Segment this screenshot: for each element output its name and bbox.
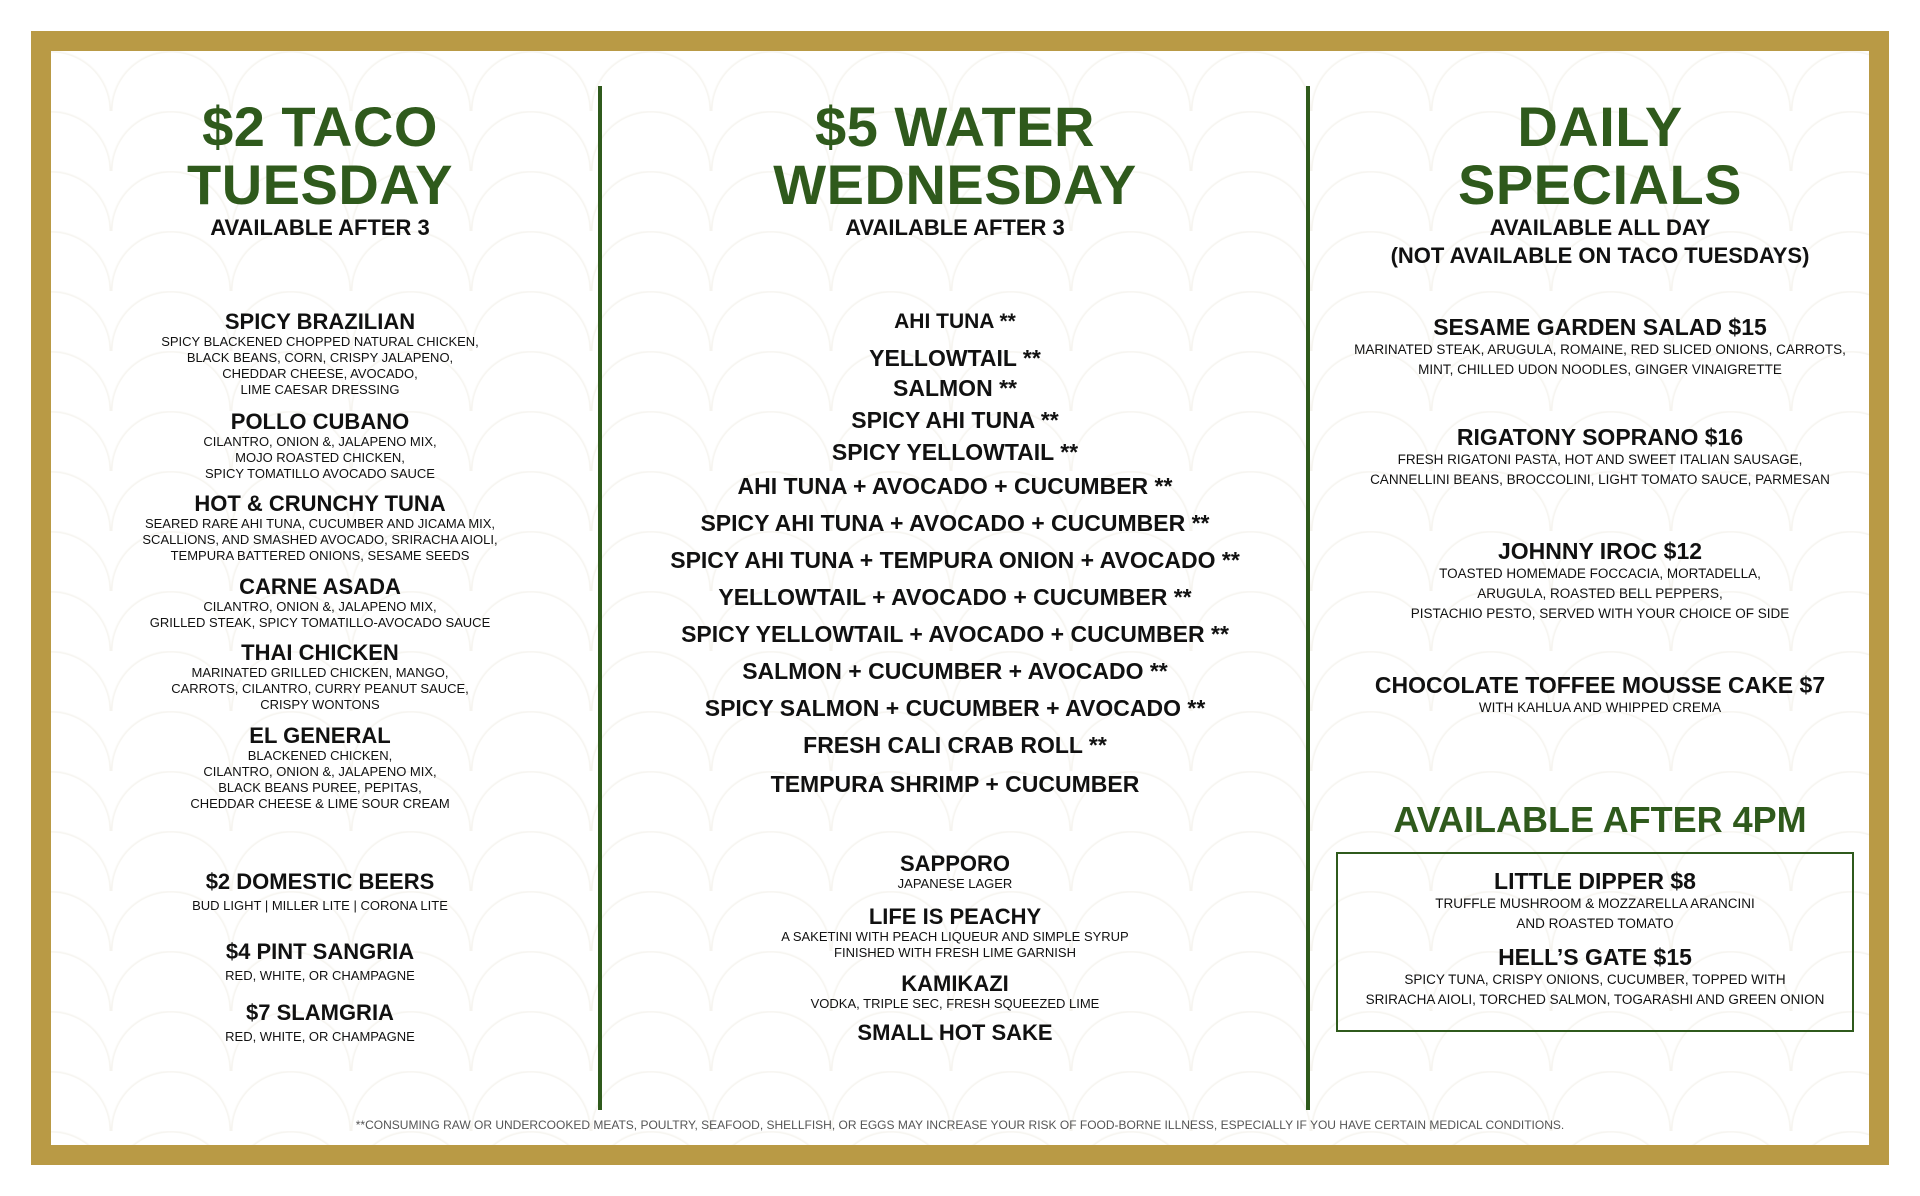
taco-item <box>110 575 530 631</box>
specials-availability-note: (NOT AVAILABLE ON TACO TUESDAYS) <box>1390 243 1810 268</box>
taco-item <box>110 410 530 482</box>
item-desc: MARINATED GRILLED CHICKEN, MANGO, <box>191 665 449 680</box>
drink-name: SMALL HOT SAKE <box>857 1020 1053 1045</box>
item-desc: BLACKENED CHICKEN, <box>247 748 393 763</box>
specials-title-line2: SPECIALS <box>1457 153 1743 216</box>
item-desc: BLACK BEANS PUREE, PEPITAS, <box>218 780 422 795</box>
sushi-item: SPICY SALMON + CUCUMBER + AVOCADO ** <box>704 695 1206 721</box>
drink-name: $4 PINT SANGRIA <box>225 939 415 964</box>
sushi-item: YELLOWTAIL + AVOCADO + CUCUMBER ** <box>718 584 1192 610</box>
divider-right <box>1306 86 1310 1110</box>
after-4pm-heading: AVAILABLE AFTER 4PM <box>1393 799 1807 840</box>
after-item-name: LITTLE DIPPER $8 <box>1494 868 1696 894</box>
item-desc: MOJO ROASTED CHICKEN, <box>235 450 405 465</box>
drink-item <box>620 905 1290 961</box>
drink-desc: RED, WHITE, OR CHAMPAGNE <box>225 1029 415 1044</box>
drink-desc: A SAKETINI WITH PEACH LIQUEUR AND SIMPLE SYRUP <box>781 929 1129 944</box>
item-desc: BLACK BEANS, CORN, CRISPY JALAPENO, <box>186 350 454 365</box>
drink-desc: RED, WHITE, OR CHAMPAGNE <box>225 968 415 983</box>
special-desc: PISTACHIO PESTO, SERVED WITH YOUR CHOICE OF SIDE <box>1410 606 1790 621</box>
taco-item <box>110 641 530 713</box>
water-title-line1: $5 WATER <box>815 95 1095 158</box>
item-desc: CHEDDAR CHEESE & LIME SOUR CREAM <box>190 796 450 811</box>
special-item <box>1330 672 1870 718</box>
sushi-item: SPICY AHI TUNA ** <box>851 407 1059 433</box>
item-name: SPICY BRAZILIAN <box>224 309 416 334</box>
sushi-item: SPICY AHI TUNA + AVOCADO + CUCUMBER ** <box>700 510 1210 536</box>
drink-name: SAPPORO <box>899 851 1011 876</box>
special-item <box>1330 314 1870 380</box>
sushi-item: SPICY AHI TUNA + TEMPURA ONION + AVOCADO ** <box>670 547 1240 573</box>
special-desc: MARINATED STEAK, ARUGULA, ROMAINE, RED SLICED ONIONS, CARROTS, <box>1354 342 1846 357</box>
drink-desc: BUD LIGHT | MILLER LITE | CORONA LITE <box>192 898 448 913</box>
drink-item <box>110 940 530 984</box>
item-name: EL GENERAL <box>249 723 391 748</box>
taco-title-line2: TUESDAY <box>187 153 453 216</box>
item-name: HOT & CRUNCHY TUNA <box>194 491 446 516</box>
sushi-item: SPICY YELLOWTAIL ** <box>831 439 1079 465</box>
sushi-item: FRESH CALI CRAB ROLL ** <box>803 732 1107 758</box>
special-desc: MINT, CHILLED UDON NOODLES, GINGER VINAIGRETTE <box>1418 362 1782 377</box>
special-desc: WITH KAHLUA AND WHIPPED CREMA <box>1478 700 1722 715</box>
sushi-item: SALMON ** <box>893 375 1017 401</box>
taco-item <box>110 724 530 812</box>
after-item-desc: SRIRACHA AIOLI, TORCHED SALMON, TOGARASHI AND GREEN ONION <box>1365 992 1825 1007</box>
drink-desc: FINISHED WITH FRESH LIME GARNISH <box>834 945 1076 960</box>
after-item-desc: AND ROASTED TOMATO <box>1516 916 1674 931</box>
sushi-item: AHI TUNA + AVOCADO + CUCUMBER ** <box>737 473 1173 499</box>
special-desc: ARUGULA, ROASTED BELL PEPPERS, <box>1477 586 1723 601</box>
item-desc: CARROTS, CILANTRO, CURRY PEANUT SAUCE, <box>171 681 469 696</box>
special-name: CHOCOLATE TOFFEE MOUSSE CAKE $7 <box>1374 672 1826 698</box>
item-desc: CILANTRO, ONION &, JALAPENO MIX, <box>203 599 437 614</box>
item-desc: SPICY TOMATILLO AVOCADO SAUCE <box>205 466 435 481</box>
item-desc: CILANTRO, ONION &, JALAPENO MIX, <box>203 434 437 449</box>
after-item <box>1338 944 1852 1010</box>
drink-item <box>620 852 1290 892</box>
drink-item <box>620 972 1290 1012</box>
special-name: SESAME GARDEN SALAD $15 <box>1433 314 1767 340</box>
item-name: CARNE ASADA <box>239 574 401 599</box>
after-item <box>1338 868 1852 934</box>
item-name: THAI CHICKEN <box>241 640 399 665</box>
after-item-desc: TRUFFLE MUSHROOM & MOZZARELLA ARANCINI <box>1435 896 1755 911</box>
item-name: POLLO CUBANO <box>230 409 410 434</box>
special-item <box>1330 538 1870 624</box>
drink-name: $2 DOMESTIC BEERS <box>205 869 435 894</box>
sushi-item: TEMPURA SHRIMP + CUCUMBER <box>770 771 1140 797</box>
taco-title-line1: $2 TACO <box>202 95 438 158</box>
sushi-item: SPICY YELLOWTAIL + AVOCADO + CUCUMBER ** <box>681 621 1229 647</box>
taco-availability: AVAILABLE AFTER 3 <box>210 215 430 240</box>
drink-item <box>110 870 530 914</box>
special-item <box>1330 424 1870 490</box>
special-name: RIGATONY SOPRANO $16 <box>1456 424 1744 450</box>
item-desc: CRISPY WONTONS <box>260 697 380 712</box>
water-availability: AVAILABLE AFTER 3 <box>845 215 1065 240</box>
special-desc: TOASTED HOMEMADE FOCCACIA, MORTADELLA, <box>1439 566 1761 581</box>
item-desc: SEARED RARE AHI TUNA, CUCUMBER AND JICAMA MIX, <box>144 516 496 531</box>
specials-title-line1: DAILY <box>1517 95 1683 158</box>
drink-name: $7 SLAMGRIA <box>246 1000 394 1025</box>
water-title-line2: WEDNESDAY <box>773 153 1137 216</box>
item-desc: CHEDDAR CHEESE, AVOCADO, <box>222 366 418 381</box>
specials-availability: AVAILABLE ALL DAY <box>1489 215 1711 240</box>
taco-item <box>110 492 530 564</box>
item-desc: LIME CAESAR DRESSING <box>240 382 400 397</box>
special-desc: FRESH RIGATONI PASTA, HOT AND SWEET ITALIAN SAUSAGE, <box>1397 452 1803 467</box>
sushi-list <box>620 308 1290 798</box>
drink-name: LIFE IS PEACHY <box>868 904 1042 929</box>
divider-left <box>598 86 602 1110</box>
item-desc: TEMPURA BATTERED ONIONS, SESAME SEEDS <box>170 548 470 563</box>
after-4pm-box <box>1336 852 1854 1032</box>
after-item-name: HELL’S GATE $15 <box>1498 944 1692 970</box>
after-item-desc: SPICY TUNA, CRISPY ONIONS, CUCUMBER, TOPPED WITH <box>1404 972 1786 987</box>
item-desc: CILANTRO, ONION &, JALAPENO MIX, <box>203 764 437 779</box>
sushi-item: SALMON + CUCUMBER + AVOCADO ** <box>742 658 1168 684</box>
drink-desc: VODKA, TRIPLE SEC, FRESH SQUEEZED LIME <box>810 996 1100 1011</box>
item-desc: SCALLIONS, AND SMASHED AVOCADO, SRIRACHA AIOLI, <box>142 532 498 547</box>
taco-item <box>110 310 530 398</box>
special-name: JOHNNY IROC $12 <box>1497 538 1703 564</box>
item-desc: SPICY BLACKENED CHOPPED NATURAL CHICKEN, <box>161 334 479 349</box>
drink-desc: JAPANESE LAGER <box>897 876 1013 891</box>
sushi-item: AHI TUNA ** <box>894 310 1016 333</box>
drink-name: KAMIKAZI <box>901 971 1009 996</box>
item-desc: GRILLED STEAK, SPICY TOMATILLO-AVOCADO SAUCE <box>149 615 491 630</box>
drink-item <box>110 1001 530 1045</box>
raw-food-disclaimer: **CONSUMING RAW OR UNDERCOOKED MEATS, POULTRY, SEAFOOD, SHELLFISH, OR EGGS MAY INCREASE YOUR RISK OF FOOD-BORNE ILLNESS, ESPECIALLY IF YOU HAVE CERTAIN MEDICAL CONDITIONS. <box>355 1118 1565 1132</box>
sushi-item: YELLOWTAIL ** <box>869 345 1041 371</box>
drink-item <box>620 1021 1290 1045</box>
special-desc: CANNELLINI BEANS, BROCCOLINI, LIGHT TOMATO SAUCE, PARMESAN <box>1370 472 1830 487</box>
